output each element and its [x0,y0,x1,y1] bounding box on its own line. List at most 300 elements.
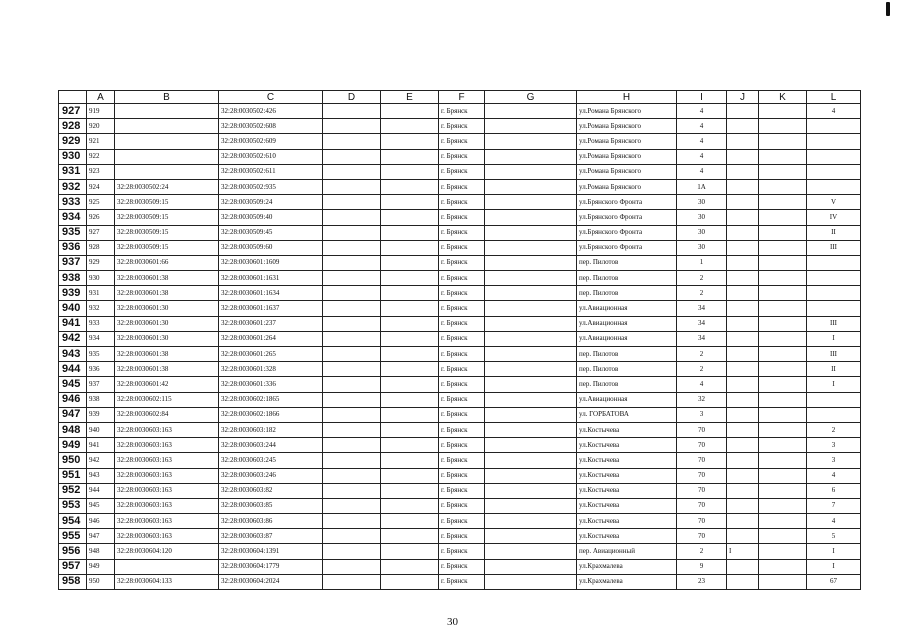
cell-g[interactable] [485,362,577,377]
cell-j[interactable] [727,119,759,134]
row-number[interactable]: 941 [59,316,87,331]
cell-b[interactable] [115,134,219,149]
cell-d[interactable] [323,195,381,210]
cell-e[interactable] [381,134,439,149]
cell-b[interactable] [115,164,219,179]
cell-h[interactable]: ул.Костычева [577,529,677,544]
cell-c[interactable]: 32:28:0030502:426 [219,104,323,119]
cell-k[interactable] [759,316,807,331]
cell-k[interactable] [759,195,807,210]
cell-c[interactable]: 32:28:0030502:609 [219,134,323,149]
cell-i[interactable]: 4 [677,377,727,392]
cell-f[interactable]: г. Брянск [439,514,485,529]
column-header-a[interactable]: A [87,91,115,104]
cell-i[interactable]: 2 [677,286,727,301]
cell-i[interactable]: 4 [677,164,727,179]
cell-i[interactable]: 70 [677,529,727,544]
cell-a[interactable]: 928 [87,240,115,255]
cell-h[interactable]: ул.Брянского Фронта [577,240,677,255]
cell-k[interactable] [759,468,807,483]
column-header-e[interactable]: E [381,91,439,104]
cell-h[interactable]: ул.Костычева [577,483,677,498]
cell-j[interactable] [727,498,759,513]
cell-d[interactable] [323,255,381,270]
cell-b[interactable]: 32:28:0030603:163 [115,498,219,513]
cell-k[interactable] [759,529,807,544]
cell-j[interactable] [727,134,759,149]
cell-b[interactable] [115,104,219,119]
cell-f[interactable]: г. Брянск [439,104,485,119]
cell-j[interactable] [727,574,759,589]
cell-k[interactable] [759,377,807,392]
cell-k[interactable] [759,271,807,286]
cell-c[interactable]: 32:28:0030603:82 [219,483,323,498]
cell-a[interactable]: 933 [87,316,115,331]
cell-l[interactable]: I [807,559,861,574]
cell-i[interactable]: 30 [677,195,727,210]
cell-f[interactable]: г. Брянск [439,255,485,270]
cell-i[interactable]: 32 [677,392,727,407]
cell-l[interactable]: V [807,195,861,210]
cell-g[interactable] [485,453,577,468]
row-number[interactable]: 940 [59,301,87,316]
cell-l[interactable] [807,255,861,270]
cell-d[interactable] [323,392,381,407]
cell-h[interactable]: ул.Романа Брянского [577,119,677,134]
cell-k[interactable] [759,149,807,164]
cell-k[interactable] [759,179,807,194]
cell-i[interactable]: 70 [677,453,727,468]
row-number[interactable]: 939 [59,286,87,301]
cell-b[interactable] [115,149,219,164]
cell-l[interactable] [807,286,861,301]
cell-k[interactable] [759,104,807,119]
cell-l[interactable]: I [807,544,861,559]
cell-a[interactable]: 948 [87,544,115,559]
row-number[interactable]: 952 [59,483,87,498]
cell-j[interactable] [727,392,759,407]
cell-c[interactable]: 32:28:0030604:2024 [219,574,323,589]
cell-h[interactable]: ул.Брянского Фронта [577,210,677,225]
cell-b[interactable]: 32:28:0030603:163 [115,483,219,498]
cell-a[interactable]: 929 [87,255,115,270]
cell-a[interactable]: 927 [87,225,115,240]
cell-l[interactable] [807,301,861,316]
cell-c[interactable]: 32:28:0030603:245 [219,453,323,468]
cell-d[interactable] [323,347,381,362]
cell-b[interactable]: 32:28:0030604:120 [115,544,219,559]
cell-j[interactable] [727,271,759,286]
cell-a[interactable]: 925 [87,195,115,210]
row-number[interactable]: 934 [59,210,87,225]
cell-k[interactable] [759,164,807,179]
cell-c[interactable]: 32:28:0030502:610 [219,149,323,164]
cell-h[interactable]: пер. Пилотов [577,347,677,362]
cell-f[interactable]: г. Брянск [439,453,485,468]
cell-l[interactable]: 67 [807,574,861,589]
row-number[interactable]: 944 [59,362,87,377]
column-header-k[interactable]: K [759,91,807,104]
cell-d[interactable] [323,286,381,301]
cell-e[interactable] [381,104,439,119]
cell-g[interactable] [485,301,577,316]
cell-f[interactable]: г. Брянск [439,179,485,194]
row-number[interactable]: 950 [59,453,87,468]
cell-a[interactable]: 932 [87,301,115,316]
cell-a[interactable]: 947 [87,529,115,544]
cell-i[interactable]: 2 [677,544,727,559]
cell-g[interactable] [485,119,577,134]
cell-d[interactable] [323,179,381,194]
cell-b[interactable]: 32:28:0030509:15 [115,240,219,255]
cell-i[interactable]: 4 [677,134,727,149]
cell-h[interactable]: ул.Костычева [577,514,677,529]
cell-c[interactable]: 32:28:0030509:40 [219,210,323,225]
row-number[interactable]: 929 [59,134,87,149]
cell-k[interactable] [759,119,807,134]
cell-d[interactable] [323,164,381,179]
cell-e[interactable] [381,392,439,407]
cell-i[interactable]: 70 [677,438,727,453]
cell-h[interactable]: пер. Авиационный [577,544,677,559]
cell-i[interactable]: 70 [677,468,727,483]
cell-l[interactable]: 4 [807,104,861,119]
column-header-g[interactable]: G [485,91,577,104]
cell-a[interactable]: 946 [87,514,115,529]
cell-e[interactable] [381,331,439,346]
cell-b[interactable]: 32:28:0030601:30 [115,301,219,316]
cell-l[interactable] [807,271,861,286]
cell-k[interactable] [759,301,807,316]
cell-k[interactable] [759,559,807,574]
cell-f[interactable]: г. Брянск [439,483,485,498]
cell-d[interactable] [323,498,381,513]
cell-f[interactable]: г. Брянск [439,240,485,255]
cell-l[interactable]: 7 [807,498,861,513]
cell-g[interactable] [485,316,577,331]
cell-j[interactable] [727,195,759,210]
cell-d[interactable] [323,301,381,316]
cell-i[interactable]: 23 [677,574,727,589]
cell-e[interactable] [381,149,439,164]
cell-c[interactable]: 32:28:0030601:1634 [219,286,323,301]
cell-d[interactable] [323,149,381,164]
cell-a[interactable]: 940 [87,422,115,437]
cell-j[interactable] [727,377,759,392]
cell-l[interactable]: IV [807,210,861,225]
cell-j[interactable] [727,210,759,225]
cell-h[interactable]: ул.Крахмалева [577,559,677,574]
column-header-f[interactable]: F [439,91,485,104]
cell-b[interactable]: 32:28:0030603:163 [115,422,219,437]
cell-e[interactable] [381,347,439,362]
cell-l[interactable]: 4 [807,514,861,529]
cell-f[interactable]: г. Брянск [439,119,485,134]
cell-g[interactable] [485,347,577,362]
cell-c[interactable]: 32:28:0030601:1631 [219,271,323,286]
cell-k[interactable] [759,422,807,437]
cell-b[interactable]: 32:28:0030602:115 [115,392,219,407]
cell-c[interactable]: 32:28:0030604:1779 [219,559,323,574]
cell-f[interactable]: г. Брянск [439,164,485,179]
row-number[interactable]: 956 [59,544,87,559]
cell-a[interactable]: 949 [87,559,115,574]
cell-f[interactable]: г. Брянск [439,544,485,559]
cell-a[interactable]: 937 [87,377,115,392]
cell-f[interactable]: г. Брянск [439,347,485,362]
cell-l[interactable] [807,164,861,179]
cell-c[interactable]: 32:28:0030509:60 [219,240,323,255]
cell-k[interactable] [759,225,807,240]
cell-c[interactable]: 32:28:0030601:265 [219,347,323,362]
cell-l[interactable] [807,149,861,164]
cell-g[interactable] [485,286,577,301]
cell-h[interactable]: пер. Пилотов [577,271,677,286]
cell-c[interactable]: 32:28:0030601:264 [219,331,323,346]
cell-i[interactable]: 1 [677,255,727,270]
cell-i[interactable]: 70 [677,498,727,513]
cell-g[interactable] [485,392,577,407]
cell-k[interactable] [759,331,807,346]
cell-l[interactable]: III [807,347,861,362]
cell-h[interactable]: ул.Крахмалева [577,574,677,589]
cell-c[interactable]: 32:28:0030603:246 [219,468,323,483]
cell-k[interactable] [759,438,807,453]
cell-d[interactable] [323,134,381,149]
cell-e[interactable] [381,316,439,331]
cell-j[interactable] [727,301,759,316]
cell-d[interactable] [323,438,381,453]
cell-b[interactable]: 32:28:0030601:42 [115,377,219,392]
cell-f[interactable]: г. Брянск [439,210,485,225]
row-number[interactable]: 936 [59,240,87,255]
cell-k[interactable] [759,407,807,422]
cell-a[interactable]: 922 [87,149,115,164]
cell-j[interactable] [727,255,759,270]
cell-b[interactable]: 32:28:0030602:84 [115,407,219,422]
cell-c[interactable]: 32:28:0030603:244 [219,438,323,453]
cell-k[interactable] [759,240,807,255]
row-number[interactable]: 938 [59,271,87,286]
cell-h[interactable]: ул.Костычева [577,468,677,483]
cell-j[interactable] [727,407,759,422]
cell-b[interactable]: 32:28:0030601:38 [115,271,219,286]
row-number[interactable]: 954 [59,514,87,529]
cell-b[interactable]: 32:28:0030603:163 [115,438,219,453]
cell-d[interactable] [323,453,381,468]
cell-l[interactable]: 5 [807,529,861,544]
cell-d[interactable] [323,271,381,286]
cell-a[interactable]: 942 [87,453,115,468]
cell-e[interactable] [381,271,439,286]
cell-j[interactable] [727,286,759,301]
cell-l[interactable]: 3 [807,453,861,468]
cell-f[interactable]: г. Брянск [439,559,485,574]
cell-a[interactable]: 923 [87,164,115,179]
cell-d[interactable] [323,377,381,392]
row-number[interactable]: 937 [59,255,87,270]
row-number[interactable]: 927 [59,104,87,119]
cell-b[interactable]: 32:28:0030601:38 [115,286,219,301]
cell-i[interactable]: 34 [677,301,727,316]
cell-i[interactable]: 1А [677,179,727,194]
cell-b[interactable]: 32:28:0030509:15 [115,225,219,240]
cell-g[interactable] [485,210,577,225]
cell-a[interactable]: 919 [87,104,115,119]
cell-g[interactable] [485,149,577,164]
cell-c[interactable]: 32:28:0030601:336 [219,377,323,392]
cell-c[interactable]: 32:28:0030604:1391 [219,544,323,559]
cell-b[interactable]: 32:28:0030601:38 [115,347,219,362]
cell-f[interactable]: г. Брянск [439,392,485,407]
cell-c[interactable]: 32:28:0030602:1866 [219,407,323,422]
cell-c[interactable]: 32:28:0030509:45 [219,225,323,240]
cell-i[interactable]: 34 [677,316,727,331]
cell-d[interactable] [323,422,381,437]
cell-a[interactable]: 924 [87,179,115,194]
cell-f[interactable]: г. Брянск [439,498,485,513]
row-number[interactable]: 933 [59,195,87,210]
cell-j[interactable]: I [727,544,759,559]
cell-e[interactable] [381,179,439,194]
cell-e[interactable] [381,514,439,529]
row-number[interactable]: 955 [59,529,87,544]
cell-l[interactable] [807,407,861,422]
cell-j[interactable] [727,347,759,362]
cell-k[interactable] [759,574,807,589]
cell-f[interactable]: г. Брянск [439,271,485,286]
cell-f[interactable]: г. Брянск [439,301,485,316]
column-header-i[interactable]: I [677,91,727,104]
row-number[interactable]: 928 [59,119,87,134]
cell-g[interactable] [485,179,577,194]
cell-i[interactable]: 2 [677,362,727,377]
cell-f[interactable]: г. Брянск [439,195,485,210]
cell-e[interactable] [381,164,439,179]
cell-f[interactable]: г. Брянск [439,331,485,346]
cell-l[interactable]: 3 [807,438,861,453]
cell-h[interactable]: ул.Романа Брянского [577,149,677,164]
cell-a[interactable]: 945 [87,498,115,513]
cell-k[interactable] [759,134,807,149]
cell-g[interactable] [485,377,577,392]
cell-f[interactable]: г. Брянск [439,134,485,149]
cell-a[interactable]: 944 [87,483,115,498]
cell-f[interactable]: г. Брянск [439,149,485,164]
cell-j[interactable] [727,422,759,437]
cell-b[interactable]: 32:28:0030601:30 [115,331,219,346]
cell-a[interactable]: 935 [87,347,115,362]
cell-e[interactable] [381,468,439,483]
cell-g[interactable] [485,104,577,119]
cell-f[interactable]: г. Брянск [439,377,485,392]
cell-g[interactable] [485,574,577,589]
cell-d[interactable] [323,225,381,240]
cell-i[interactable]: 4 [677,149,727,164]
cell-c[interactable]: 32:28:0030502:611 [219,164,323,179]
cell-j[interactable] [727,104,759,119]
cell-e[interactable] [381,240,439,255]
cell-i[interactable]: 70 [677,422,727,437]
cell-j[interactable] [727,164,759,179]
cell-c[interactable]: 32:28:0030603:86 [219,514,323,529]
row-number[interactable]: 953 [59,498,87,513]
row-number[interactable]: 931 [59,164,87,179]
cell-b[interactable]: 32:28:0030502:24 [115,179,219,194]
cell-a[interactable]: 936 [87,362,115,377]
cell-i[interactable]: 2 [677,347,727,362]
cell-b[interactable]: 32:28:0030603:163 [115,468,219,483]
row-number[interactable]: 942 [59,331,87,346]
cell-j[interactable] [727,529,759,544]
cell-k[interactable] [759,347,807,362]
cell-j[interactable] [727,316,759,331]
row-number[interactable]: 945 [59,377,87,392]
cell-l[interactable]: I [807,331,861,346]
cell-k[interactable] [759,544,807,559]
cell-g[interactable] [485,255,577,270]
cell-a[interactable]: 921 [87,134,115,149]
cell-d[interactable] [323,559,381,574]
cell-g[interactable] [485,331,577,346]
cell-e[interactable] [381,362,439,377]
cell-c[interactable]: 32:28:0030603:87 [219,529,323,544]
cell-b[interactable] [115,559,219,574]
cell-j[interactable] [727,149,759,164]
cell-b[interactable]: 32:28:0030509:15 [115,210,219,225]
cell-f[interactable]: г. Брянск [439,422,485,437]
cell-a[interactable]: 931 [87,286,115,301]
row-number[interactable]: 946 [59,392,87,407]
cell-c[interactable]: 32:28:0030601:237 [219,316,323,331]
cell-h[interactable]: ул.Костычева [577,453,677,468]
cell-h[interactable]: ул.Авиационная [577,316,677,331]
cell-e[interactable] [381,195,439,210]
cell-e[interactable] [381,438,439,453]
cell-f[interactable]: г. Брянск [439,316,485,331]
cell-f[interactable]: г. Брянск [439,574,485,589]
cell-g[interactable] [485,195,577,210]
cell-j[interactable] [727,468,759,483]
cell-k[interactable] [759,453,807,468]
cell-h[interactable]: ул.Авиационная [577,392,677,407]
cell-b[interactable]: 32:28:0030603:163 [115,514,219,529]
cell-k[interactable] [759,362,807,377]
cell-b[interactable] [115,119,219,134]
cell-i[interactable]: 4 [677,104,727,119]
cell-a[interactable]: 930 [87,271,115,286]
cell-i[interactable]: 9 [677,559,727,574]
cell-g[interactable] [485,468,577,483]
cell-h[interactable]: ул.Костычева [577,422,677,437]
cell-h[interactable]: ул.Романа Брянского [577,134,677,149]
row-number[interactable]: 932 [59,179,87,194]
cell-a[interactable]: 943 [87,468,115,483]
row-number[interactable]: 935 [59,225,87,240]
cell-f[interactable]: г. Брянск [439,286,485,301]
cell-f[interactable]: г. Брянск [439,468,485,483]
cell-h[interactable]: ул.Романа Брянского [577,104,677,119]
cell-h[interactable]: ул.Брянского Фронта [577,225,677,240]
row-number[interactable]: 947 [59,407,87,422]
row-number[interactable]: 951 [59,468,87,483]
cell-c[interactable]: 32:28:0030603:85 [219,498,323,513]
cell-c[interactable]: 32:28:0030601:328 [219,362,323,377]
cell-a[interactable]: 926 [87,210,115,225]
cell-d[interactable] [323,119,381,134]
cell-i[interactable]: 4 [677,119,727,134]
cell-f[interactable]: г. Брянск [439,438,485,453]
